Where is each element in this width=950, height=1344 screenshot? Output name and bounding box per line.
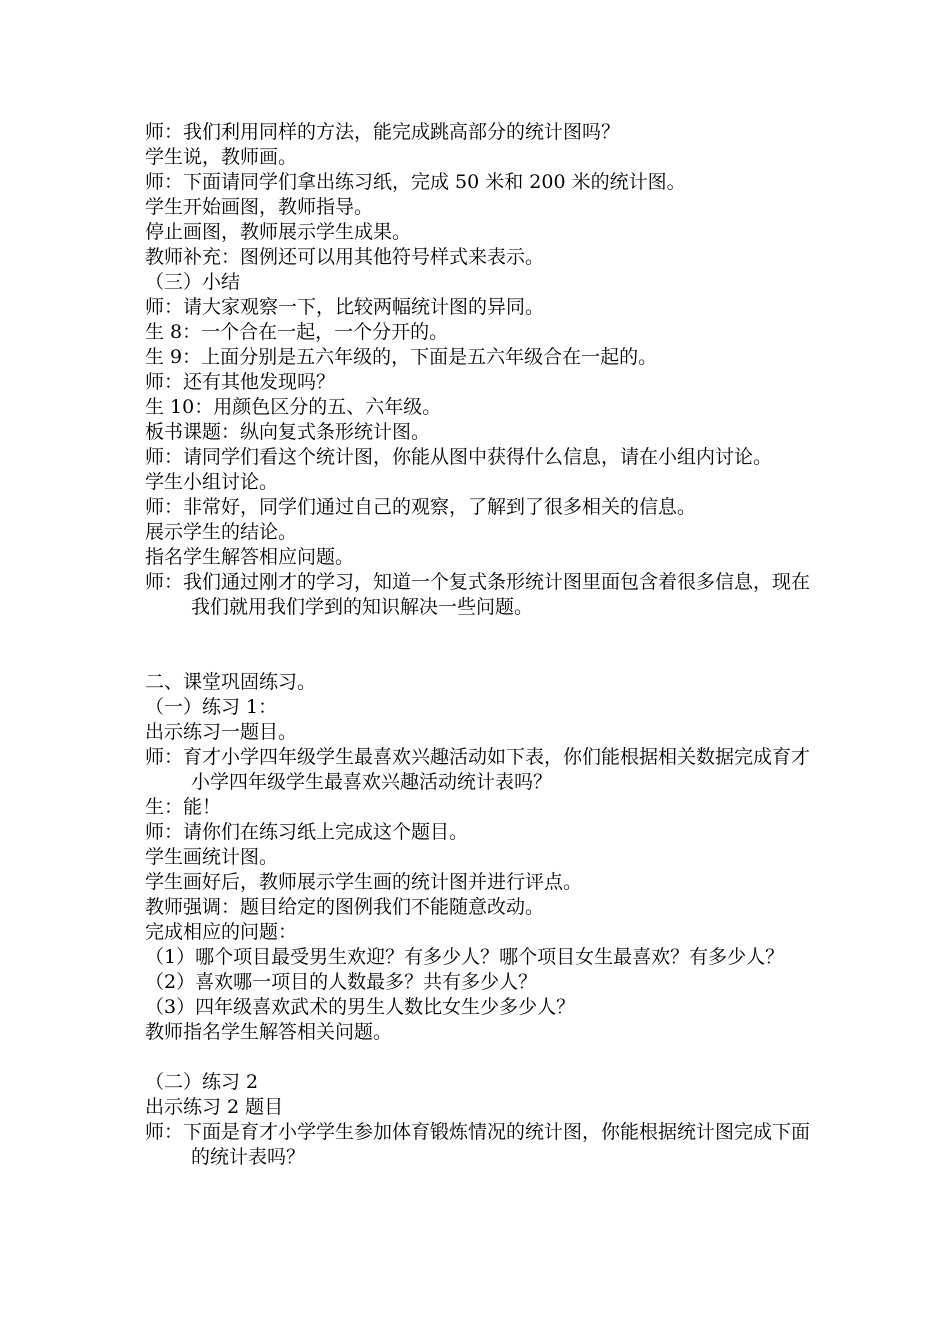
text-line: 出示练习 2 题目 [145,1096,284,1118]
text-line: 展示学生的结论。 [145,521,298,543]
text-line: 师：请你们在练习纸上完成这个题目。 [145,821,469,843]
text-line: 教师强调：题目给定的图例我们不能随意改动。 [145,896,545,918]
text-line: 师：还有其他发现吗？ [145,371,336,393]
text-line: 指名学生解答相应问题。 [145,546,355,568]
subsection-heading: （一）练习 1： [145,696,278,718]
text-line: 生 10：用颜色区分的五、六年级。 [145,396,442,418]
text-line: 完成相应的问题： [145,921,298,943]
section-heading: 二、课堂巩固练习。 [145,671,317,693]
text-line: 师：非常好，同学们通过自己的观察，了解到了很多相关的信息。 [145,496,697,518]
text-line: 师：我们利用同样的方法，能完成跳高部分的统计图吗？ [145,121,621,143]
text-line: 板书课题：纵向复式条形统计图。 [145,421,431,443]
text-line: 教师指名学生解答相关问题。 [145,1021,393,1043]
text-line: 生：能！ [145,796,222,818]
text-line: 师：下面请同学们拿出练习纸，完成 50 米和 200 米的统计图。 [145,171,686,193]
text-line: 停止画图，教师展示学生成果。 [145,221,412,243]
text-line: 生 8：一个合在一起，一个分开的。 [145,321,449,343]
text-line: 教师补充：图例还可以用其他符号样式来表示。 [145,246,545,268]
text-line: 出示练习一题目。 [145,721,298,743]
text-paragraph: 师：育才小学四年级学生最喜欢兴趣活动如下表，你们能根据相关数据完成育才小学四年级学生最喜欢兴趣活动统计表吗？ [145,746,811,793]
text-line: 学生小组讨论。 [145,471,279,493]
question-item: （1）哪个项目最受男生欢迎？有多少人？哪个项目女生最喜欢？有多少人？ [145,946,785,968]
text-line: 生 9：上面分别是五六年级的，下面是五六年级合在一起的。 [145,346,658,368]
text-line: 学生开始画图，教师指导。 [145,196,374,218]
question-item: （3）四年级喜欢武术的男生人数比女生少多少人？ [145,996,576,1018]
text-line: 学生说，教师画。 [145,146,298,168]
text-paragraph: 师：请同学们看这个统计图，你能从图中获得什么信息，请在小组内讨论。 [145,446,773,468]
question-item: （2）喜欢哪一项目的人数最多？共有多少人？ [145,971,538,993]
blank-space [145,620,815,670]
blank-space [145,1045,815,1070]
subsection-heading: （三）小结 [145,271,241,293]
text-paragraph: 师：下面是育才小学学生参加体育锻炼情况的统计图，你能根据统计图完成下面的统计表吗？ [145,1121,811,1168]
text-line: 学生画统计图。 [145,846,279,868]
subsection-heading: （二）练习 2 [145,1071,259,1093]
text-paragraph: 师：我们通过刚才的学习，知道一个复式条形统计图里面包含着很多信息，现在我们就用我们学到的知识解决一些问题。 [145,571,811,618]
document-body [145,120,815,1170]
text-line: 师：请大家观察一下，比较两幅统计图的异同。 [145,296,545,318]
text-line: 学生画好后，教师展示学生画的统计图并进行评点。 [145,871,583,893]
